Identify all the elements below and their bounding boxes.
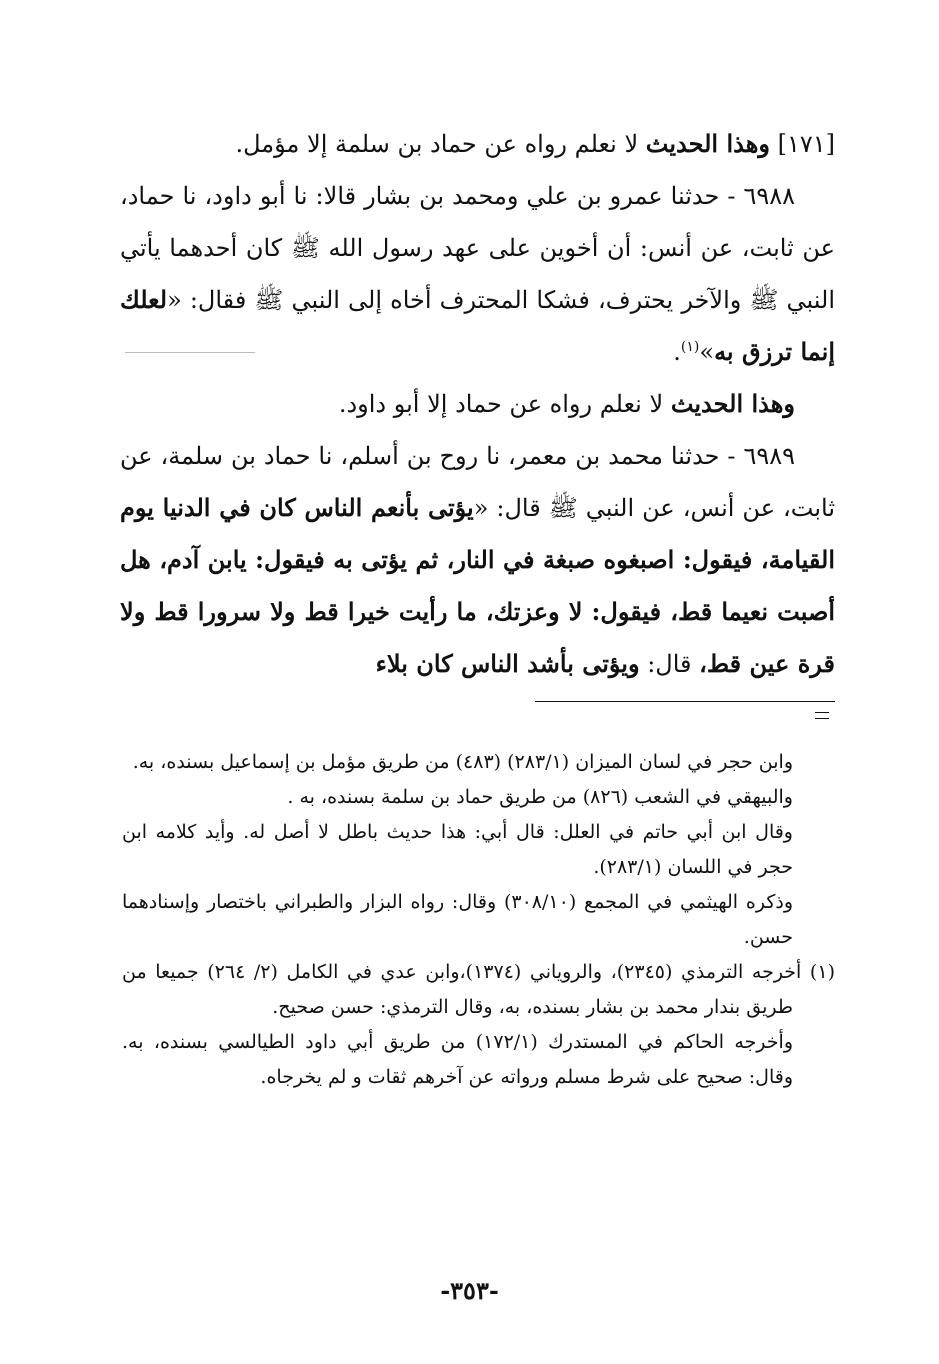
page-number: -٣٥٣- xyxy=(440,1276,499,1305)
bold-segment: وهذا الحديث xyxy=(670,389,795,418)
text-segment: ٦٩٨٩ - حدثنا محمد بن معمر، نا روح بن أسلم، نا حماد بن سلمة، عن ثابت، عن أنس، عن النبي ﷺ قال: « xyxy=(120,442,835,522)
hadith-6989 xyxy=(120,430,835,690)
footnote-line: وابن حجر في لسان الميزان (٢٨٣/١) (٤٨٣) من طريق مؤمل بن إسماعيل بسنده، به. xyxy=(132,751,793,773)
comment-paragraph xyxy=(120,378,835,430)
text-segment: لا نعلم رواه عن حماد بن سلمة إلا مؤمل. xyxy=(235,130,646,158)
text-segment: قال: xyxy=(639,650,700,678)
footnote-line: وأخرجه الحاكم في المستدرك (١٧٢/١) من طريق أبي داود الطيالسي بسنده، به. وقال: صحيح على شرط مسلم ورواته عن آخرهم ثقات و لم يخرجاه. xyxy=(122,1031,793,1088)
footnote-line: والبيهقي في الشعب (٨٢٦) من طريق حماد بن سلمة بسنده، به . xyxy=(287,786,793,808)
bold-segment: لعلك إنما ترزق به xyxy=(120,285,835,366)
footnote-line: وذكره الهيثمي في المجمع (٣٠٨/١٠) وقال: رواه البزار والطبراني باختصار وإسنادهما حسن. xyxy=(122,891,794,948)
bold-segment: يؤتى بأنعم الناس كان في الدنيا يوم القيامة، فيقول: اصبغوه صبغة في النار، ثم يؤتى به فيقول: يابن آدم، هل أصبت نعيما قط، فيقول: لا وعزتك، ما رأيت خيرا قط ولا سرورا قط ولا قرة عين قط، xyxy=(120,493,835,678)
bold-segment: وهذا الحديث xyxy=(645,129,770,158)
main-text xyxy=(120,118,835,690)
text-segment: » xyxy=(699,338,715,366)
footnote-divider xyxy=(535,701,835,702)
continuation-mark xyxy=(815,712,829,719)
bold-segment: ويؤتى بأشد الناس كان بلاء xyxy=(375,649,640,678)
footnote-1: (١) أخرجه الترمذي (٢٣٤٥)، والروياني (١٣٧٤)،وابن عدي في الكامل (٢/ ٢٦٤) جميعا من طريق بندار محمد بن بشار بسنده، به، وقال الترمذي: حسن صحيح. xyxy=(122,961,835,1018)
text-segment: ٦٩٨٨ - حدثنا عمرو بن علي ومحمد بن بشار قالا: نا أبو داود، نا حماد، عن ثابت، عن أنس: أن أخوين على عهد رسول الله ﷺ كان أحدهما يأتي النبي ﷺ والآخر يحترف، فشكا المحترف أخاه إلى النبي ﷺ فقال: « xyxy=(120,182,835,314)
paragraph-171 xyxy=(120,118,835,170)
hadith-6988 xyxy=(120,170,835,378)
text-segment: لا نعلم رواه عن حماد إلا أبو داود. xyxy=(338,390,671,418)
footnotes xyxy=(122,745,835,1095)
footnote-reference[interactable]: (١) xyxy=(680,339,700,355)
text-segment: . xyxy=(673,338,681,366)
footnote-line: وقال ابن أبي حاتم في العلل: قال أبي: هذا حديث باطل لا أصل له. وأيد كلامه ابن حجر في اللسان (٢٨٣/١). xyxy=(122,821,793,878)
text-segment: [١٧١] xyxy=(769,130,835,158)
